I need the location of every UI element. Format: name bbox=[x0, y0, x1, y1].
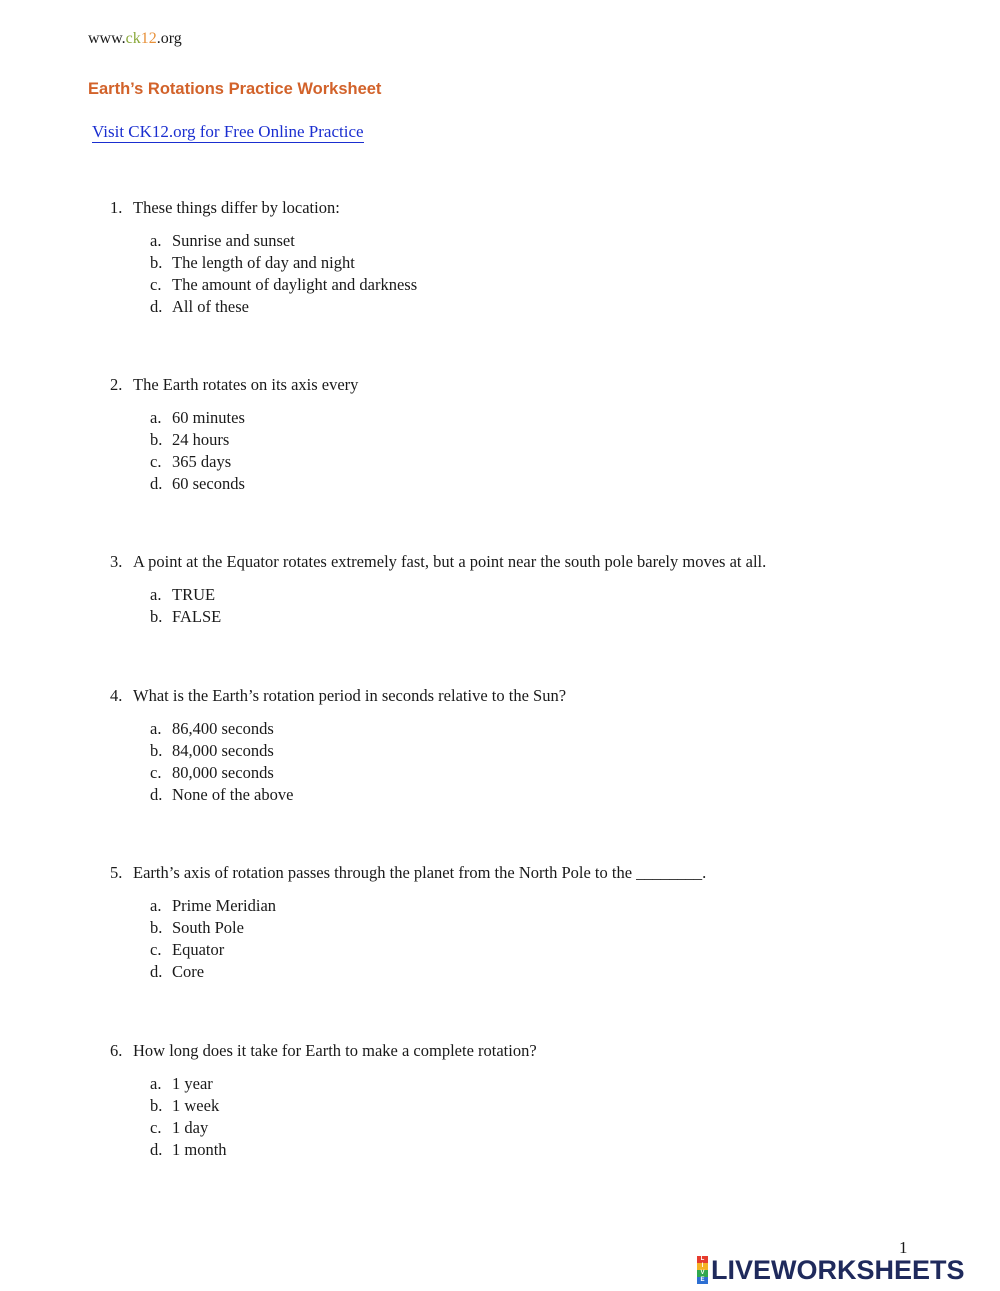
logo-block-e: E bbox=[697, 1277, 708, 1284]
question-text: The Earth rotates on its axis every bbox=[133, 375, 359, 394]
question-number: 4. bbox=[110, 686, 123, 705]
question-number: 2. bbox=[110, 375, 123, 394]
site-url: www.ck12.org bbox=[88, 30, 182, 47]
liveworksheets-watermark bbox=[697, 1256, 965, 1284]
question-text: These things differ by location: bbox=[133, 198, 340, 217]
question-text: Earth’s axis of rotation passes through the planet from the North Pole to the ________. bbox=[133, 863, 707, 882]
watermark-text: LIVEWORKSHEETS bbox=[711, 1254, 965, 1285]
question-text: What is the Earth’s rotation period in seconds relative to the Sun? bbox=[133, 686, 567, 705]
question-number: 5. bbox=[110, 863, 123, 882]
worksheet-title: Earth’s Rotations Practice Worksheet bbox=[88, 80, 382, 98]
logo-block-i: I bbox=[697, 1263, 708, 1270]
page-number: 1 bbox=[899, 1238, 908, 1257]
liveworksheets-logo-icon bbox=[697, 1256, 708, 1284]
question-number: 3. bbox=[110, 552, 123, 571]
logo-block-l: L bbox=[697, 1256, 708, 1263]
logo-block-v: V bbox=[697, 1270, 708, 1277]
question-text: How long does it take for Earth to make a complete rotation? bbox=[133, 1041, 537, 1060]
question-number: 1. bbox=[110, 198, 123, 217]
question-text: A point at the Equator rotates extremely fast, but a point near the south pole barely moves at all. bbox=[133, 552, 767, 571]
question-number: 6. bbox=[110, 1041, 123, 1060]
ck12-practice-link[interactable]: Visit CK12.org for Free Online Practice bbox=[92, 122, 364, 141]
